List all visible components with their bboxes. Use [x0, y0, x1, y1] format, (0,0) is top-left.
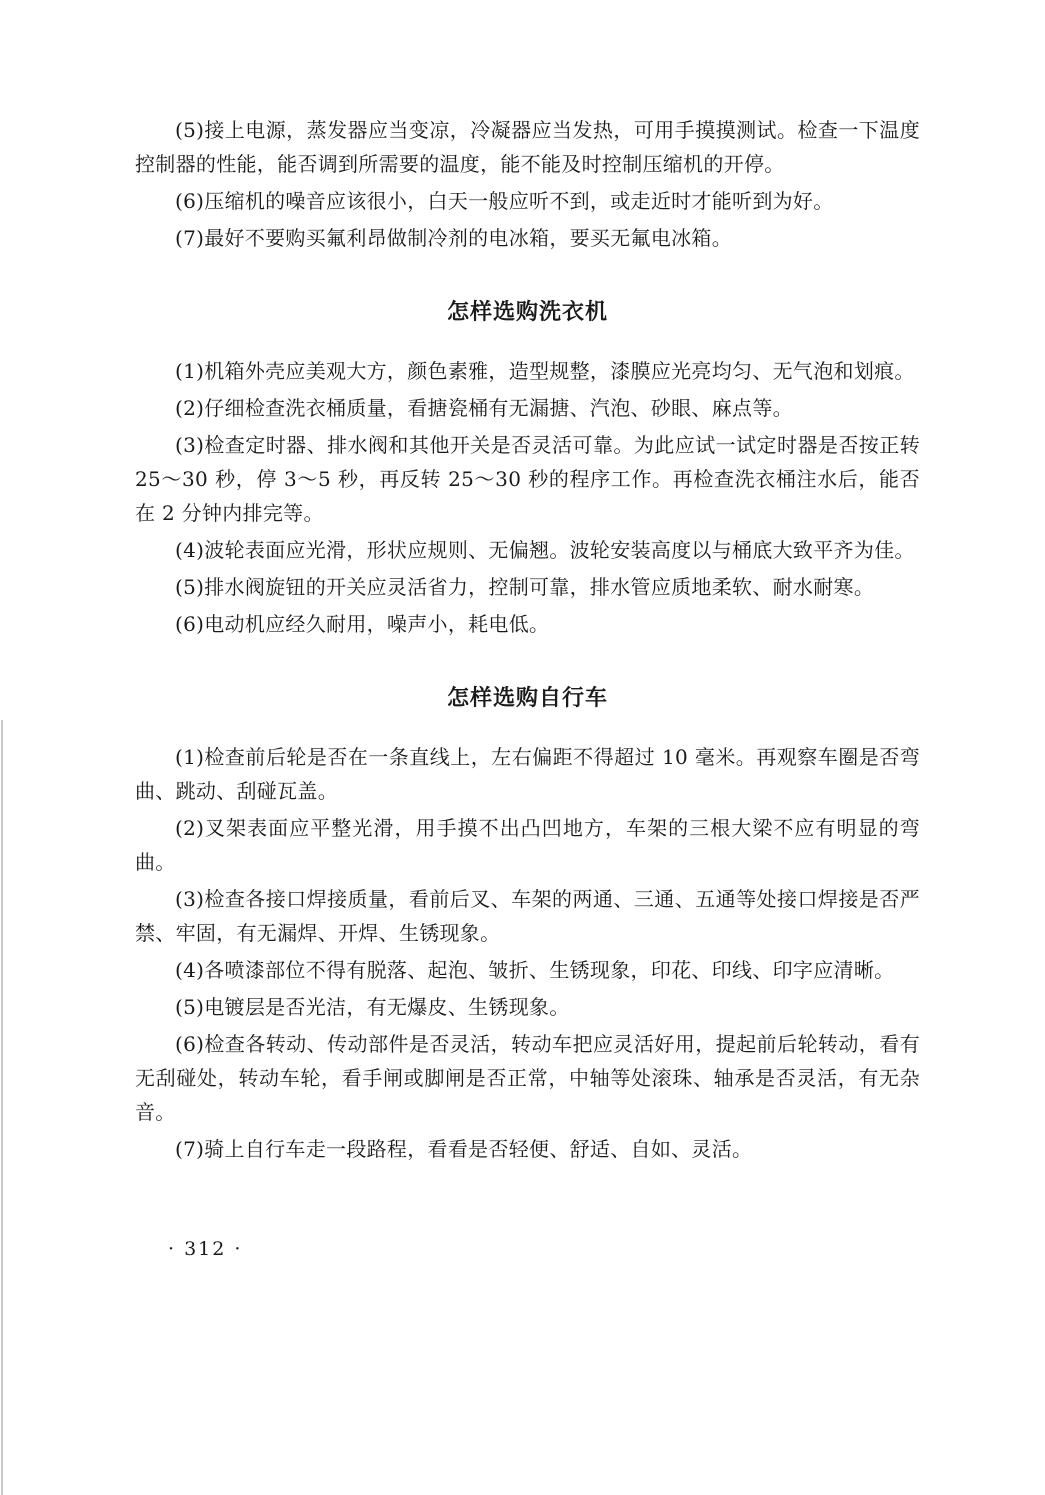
paragraph: (6)电动机应经久耐用，噪声小，耗电低。	[175, 612, 550, 636]
paragraph: (2)叉架表面应平整光滑，用手摸不出凸凹地方，车架的三根大梁不应有明显的弯曲。	[135, 816, 920, 874]
section-title-bicycle: 怎样选购自行车	[446, 686, 608, 711]
paragraph: (2)仔细检查洗衣桶质量，看搪瓷桶有无漏搪、汽泡、砂眼、麻点等。	[175, 396, 793, 420]
paragraph: (6)压缩机的噪音应该很小，白天一般应听不到，或走近时才能听到为好。	[175, 189, 834, 213]
page-number: · 312 ·	[168, 1238, 243, 1260]
paragraph: (4)各喷漆部位不得有脱落、起泡、皱折、生锈现象，印花、印线、印字应清晰。	[175, 958, 895, 982]
paragraph: (5)接上电源，蒸发器应当变凉，冷凝器应当发热，可用手摸摸测试。检查一下温度控制器的性能，能否调到所需要的温度，能不能及时控制压缩机的开停。	[135, 118, 920, 176]
bicycle-section	[135, 740, 920, 1166]
paragraph: (7)最好不要购买氟利昂做制冷剂的电冰箱，要买无氟电冰箱。	[175, 226, 733, 250]
paragraph: (5)电镀层是否光洁，有无爆皮、生锈现象。	[175, 995, 570, 1019]
paragraph: (1)检查前后轮是否在一条直线上，左右偏距不得超过 10 毫米。再观察车圈是否弯曲、跳动、刮碰瓦盖。	[135, 745, 920, 803]
paragraph: (6)检查各转动、传动部件是否灵活，转动车把应灵活好用，提起前后轮转动，看有无刮碰处，转动车轮，看手闸或脚闸是否正常，中轴等处滚珠、轴承是否灵活，有无杂音。	[135, 1032, 920, 1124]
intro-section	[135, 113, 920, 255]
paragraph: (5)排水阀旋钮的开关应灵活省力，控制可靠，排水管应质地柔软、耐水耐寒。	[175, 575, 875, 599]
paragraph: (3)检查定时器、排水阀和其他开关是否灵活可靠。为此应试一试定时器是否按正转 25～30 秒，停 3～5 秒，再反转 25～30 秒的程序工作。再检查洗衣桶注水后，能否在 2 分钟内排完等。	[135, 433, 920, 525]
paragraph: (3)检查各接口焊接质量，看前后叉、车架的两通、三通、五通等处接口焊接是否严禁、牢固，有无漏焊、开焊、生锈现象。	[135, 887, 920, 945]
paragraph: (1)机箱外壳应美观大方，颜色素雅，造型规整，漆膜应光亮均匀、无气泡和划痕。	[175, 359, 915, 383]
paragraph: (7)骑上自行车走一段路程，看看是否轻便、舒适、自如、灵活。	[175, 1137, 753, 1161]
scan-edge-line	[1, 720, 3, 1495]
paragraph: (4)波轮表面应光滑，形状应规则、无偏翘。波轮安装高度以与桶底大致平齐为佳。	[175, 538, 915, 562]
washing-machine-section	[135, 354, 920, 641]
section-title-washing-machine: 怎样选购洗衣机	[446, 300, 608, 325]
page-body	[135, 113, 920, 1169]
